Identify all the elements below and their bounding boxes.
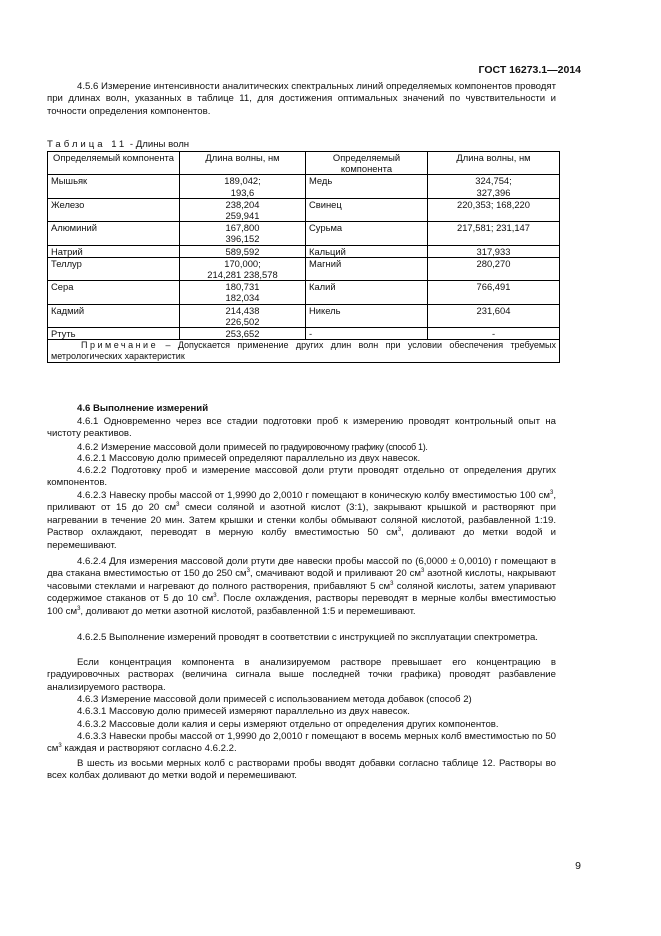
wavelength-cell: 214,438 226,502	[180, 304, 306, 327]
superscript: 3	[390, 580, 394, 587]
p6-part: азотной кислоты, накрывают часовыми стеклами и нагревают до полного растворения, прибавляют 5 см	[47, 568, 556, 592]
paragraph-4-6-2-5: 4.6.2.5 Выполнение измерений проводят в соответствии с инструкцией по эксплуатации спектрометра.	[77, 632, 538, 643]
table-note	[48, 340, 560, 363]
paragraph-4-6-3-2: 4.6.3.2 Массовые доли калия и серы измеряют отдельно от определения других компонентов.	[77, 719, 499, 730]
component-cell: Никель	[306, 304, 428, 327]
component-cell: Ртуть	[48, 328, 180, 340]
component-cell: -	[306, 328, 428, 340]
p5-part: 4.6.2.3 Навеску пробы массой от 1,9990 до 2,0010 г помещают в коническую колбу вместимостью 100 см	[77, 490, 550, 501]
paragraph-4-6-2-3	[47, 490, 556, 552]
superscript: 3	[397, 527, 402, 534]
wavelength-cell: 220,353; 168,220	[428, 198, 560, 221]
table-caption-title: Длины волн	[135, 139, 190, 150]
superscript: 3	[77, 605, 81, 612]
page-number: 9	[575, 860, 581, 872]
p6-part: , смачивают водой и приливают 20 см	[250, 568, 422, 580]
wavelength-cell: 317,933	[428, 245, 560, 257]
intro-paragraph: 4.5.6 Измерение интенсивности аналитических спектральных линий определяемых компонентов проводят при длинах волн, указанных в таблице 11, для достижения оптимальных значений по чувствительности и точности определения компонентов.	[47, 81, 556, 117]
table-note-text: – Допускается применение других длин волн при условии обеспечения требуемых метрологических характеристик	[51, 340, 556, 362]
p5-part: смеси соляной и азотной кислот (3:1), закрывают крышкой и растворяют при нагревании в течение 20 мин. Затем крышки и стенки колбы обмывают соляной кислотой, разбавленной 1:19. Раствор охлаждают, переводят в мерную колбу вместимостью 50 см	[47, 502, 556, 539]
header-component-2: Определяемый компонента	[306, 152, 428, 175]
wavelength-cell: 231,604	[428, 304, 560, 327]
table-row	[48, 281, 560, 304]
table-row	[48, 198, 560, 221]
component-cell: Кадмий	[48, 304, 180, 327]
paragraph-4-6-2-method: по градуировочному графику (способ 1).	[269, 442, 428, 452]
table-row	[48, 222, 560, 245]
superscript: 3	[246, 568, 250, 575]
superscript: 3	[213, 593, 217, 600]
component-cell: Сурьма	[306, 222, 428, 245]
wavelength-table	[47, 151, 560, 363]
table-row	[48, 304, 560, 327]
table-header-row	[48, 152, 560, 175]
wavelength-cell: 766,491	[428, 281, 560, 304]
component-cell: Теллур	[48, 257, 180, 280]
wavelength-cell: 180,731 182,034	[180, 281, 306, 304]
wavelength-cell: 280,270	[428, 257, 560, 280]
table-note-row	[48, 340, 560, 363]
table-row	[48, 245, 560, 257]
table-caption-label: Таблица 11	[47, 139, 128, 150]
p6-part: 4.6.2.4 Для измерения массовой доли ртути две навески пробы массой по (6,0000 ± 0,0010) г помещают в два стакана вместимостью от 150 до 250 см	[47, 556, 556, 580]
table-caption-sep: -	[127, 139, 136, 150]
p5-part: , приливают от 15 до 20 см	[47, 490, 556, 514]
wavelength-cell: 167,800 396,152	[180, 222, 306, 245]
paragraph-4-6-2-2: 4.6.2.2 Подготовку проб и измерение массовой доли ртути проводят отдельно от определения других компонентов.	[47, 465, 556, 489]
p6-part: , доливают до метки азотной кислотой, разбавленной 1:5 и перемешивают.	[80, 605, 416, 617]
superscript: 3	[58, 743, 62, 750]
section-heading: 4.6 Выполнение измерений	[77, 403, 209, 414]
paragraph-dilution: Если концентрация компонента в анализируемом растворе превышает его концентрацию в градуировочных растворах (величина сигнала выше последней точки графика) проводят разбавление анализируемого раствора.	[47, 657, 556, 693]
wavelength-cell: 238,204 259,941	[180, 198, 306, 221]
superscript: 3	[549, 489, 554, 496]
paragraph-4-6-2-1: 4.6.2.1 Массовую долю примесей определяют параллельно из двух навесок.	[77, 453, 421, 464]
paragraph-4-6-2-text: 4.6.2 Измерение массовой доли примесей	[77, 442, 270, 453]
component-cell: Натрий	[48, 245, 180, 257]
component-cell: Мышьяк	[48, 175, 180, 198]
superscript: 3	[176, 502, 180, 509]
component-cell: Медь	[306, 175, 428, 198]
wavelength-cell: 253,652	[180, 328, 306, 340]
component-cell: Кальций	[306, 245, 428, 257]
wavelength-cell: 589,592	[180, 245, 306, 257]
component-cell: Железо	[48, 198, 180, 221]
component-cell: Сера	[48, 281, 180, 304]
table-row	[48, 175, 560, 198]
paragraph-4-6-3: 4.6.3 Измерение массовой доли примесей с использованием метода добавок (способ 2)	[77, 694, 472, 705]
wavelength-cell: 324,754; 327,396	[428, 175, 560, 198]
p6-part: . После охлаждения, растворы переводят в мерные колбы вместимостью 100 см	[47, 593, 556, 617]
component-cell: Калий	[306, 281, 428, 304]
component-cell: Алюминий	[48, 222, 180, 245]
paragraph-4-6-3-1: 4.6.3.1 Массовую долю примесей измеряют параллельно из двух навесок.	[77, 706, 410, 717]
header-wavelength-1: Длина волны, нм	[180, 152, 306, 175]
paragraph-4-6-2-4	[47, 556, 556, 618]
header-wavelength-2: Длина волны, нм	[428, 152, 560, 175]
p5-part: , доливают до метки водой и перемешивают.	[47, 527, 556, 551]
component-cell: Магний	[306, 257, 428, 280]
table-caption	[47, 139, 189, 150]
table-note-label: Примечание	[81, 340, 159, 351]
paragraph-additions: В шесть из восьми мерных колб с растворами пробы вводят добавки согласно таблице 12. Растворы во всех колбах доливают до метки водой и перемешивают.	[47, 758, 556, 782]
paragraph-4-6-1: 4.6.1 Одновременно через все стадии подготовки проб к измерению проводят контрольный опыт на чистоту реактивов.	[47, 416, 556, 440]
paragraph-4-6-3-3: 4.6.3.3 Навески пробы массой от 1,9990 до 2,0010 г помещают в восемь мерных колб вместимостью по 50 $см^3$ каждая и растворяют согласно 4.6.2.2.	[47, 731, 556, 755]
component-cell: Свинец	[306, 198, 428, 221]
table-row	[48, 257, 560, 280]
wavelength-cell: -	[428, 328, 560, 340]
wavelength-cell: 170,000; 214,281 238,578	[180, 257, 306, 280]
superscript: 3	[421, 568, 425, 575]
wavelength-cell: 189,042; 193,6	[180, 175, 306, 198]
wavelength-cell: 217,581; 231,147	[428, 222, 560, 245]
header-component-1: Определяемый компонента	[48, 152, 180, 175]
document-id: ГОСТ 16273.1—2014	[478, 64, 581, 76]
table-row	[48, 328, 560, 340]
p6-part: соляной кислоты, затем упаривают содержимое стаканов от 5 до 10 см	[47, 580, 557, 605]
